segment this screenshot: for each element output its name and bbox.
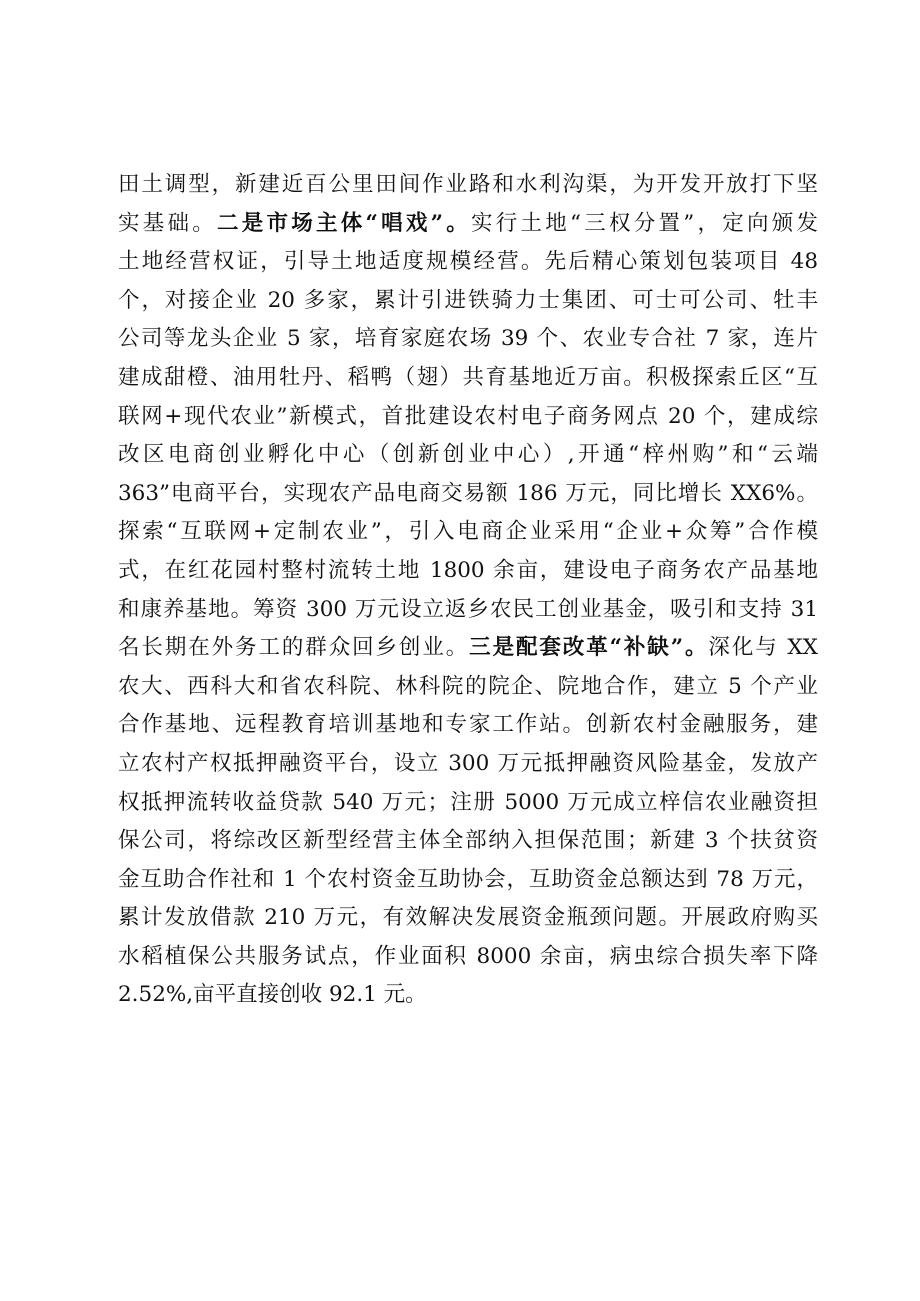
text-run: 深化与 XX bbox=[708, 635, 818, 661]
text-line bbox=[118, 706, 818, 745]
text-line bbox=[118, 784, 818, 823]
text-line bbox=[118, 976, 818, 1015]
text-line bbox=[118, 629, 818, 668]
text-line bbox=[118, 436, 818, 475]
text-line bbox=[118, 552, 818, 591]
text-line bbox=[118, 513, 818, 552]
text-run: 式，在红花园村整村流转土地 1800 余亩，建设电子商务农产品基地 bbox=[118, 557, 818, 583]
text-run: 2.52%,亩平直接创收 92.1 元。 bbox=[118, 982, 427, 1008]
text-run: 累计发放借款 210 万元，有效解决发展资金瓶颈问题。开展政府购买 bbox=[118, 905, 818, 931]
bold-heading-phrase: 三是配套改革“补缺”。 bbox=[469, 635, 709, 661]
text-line bbox=[118, 205, 818, 244]
text-run: 田土调型，新建近百公里田间作业路和水利沟渠，为开发开放打下坚 bbox=[118, 172, 818, 197]
text-run: 改区电商创业孵化中心（创新创业中心）,开通“梓州购”和“云端 bbox=[118, 442, 818, 468]
text-run: 保公司，将综改区新型经营主体全部纳入担保范围；新建 3 个扶贫资 bbox=[118, 828, 818, 854]
text-run: 实基础。 bbox=[118, 210, 218, 236]
text-line bbox=[118, 398, 818, 437]
text-run: 水稻植保公共服务试点，作业面积 8000 余亩，病虫综合损失率下降 bbox=[118, 943, 818, 969]
text-run: 金互助合作社和 1 个农村资金互助协会，互助资金总额达到 78 万元， bbox=[118, 866, 818, 892]
text-line bbox=[118, 861, 818, 900]
text-run: 名长期在外务工的群众回乡创业。 bbox=[118, 635, 470, 661]
text-line bbox=[118, 899, 818, 938]
bold-heading-phrase: 二是市场主体“唱戏”。 bbox=[217, 210, 472, 236]
text-run: 探索“互联网+定制农业”，引入电商企业采用“企业+众筹”合作模 bbox=[118, 519, 818, 545]
text-run: 建成甜橙、油用牡丹、稻鸭（翅）共育基地近万亩。积极探索丘区“互 bbox=[118, 364, 818, 390]
text-line bbox=[118, 668, 818, 707]
text-run: 农大、西科大和省农科院、林科院的院企、院地合作，建立 5 个产业 bbox=[118, 673, 818, 699]
text-line bbox=[118, 359, 818, 398]
text-run: 实行土地“三权分置”，定向颁发 bbox=[471, 210, 819, 236]
text-line bbox=[118, 822, 818, 861]
text-run: 土地经营权证，引导土地适度规模经营。先后精心策划包装项目 48 bbox=[118, 249, 818, 275]
text-line bbox=[118, 320, 818, 359]
text-run: 和康养基地。筹资 300 万元设立返乡农民工创业基金，吸引和支持 31 bbox=[118, 596, 818, 622]
body-paragraph bbox=[118, 166, 818, 1015]
text-line bbox=[118, 243, 818, 282]
text-run: 立农村产权抵押融资平台，设立 300 万元抵押融资风险基金，发放产 bbox=[118, 750, 818, 776]
text-run: 个，对接企业 20 多家，累计引进铁骑力士集团、可士可公司、牡丰 bbox=[118, 287, 818, 313]
text-line bbox=[118, 745, 818, 784]
text-run: 联网+现代农业”新模式，首批建设农村电子商务网点 20 个，建成综 bbox=[118, 403, 818, 429]
text-line bbox=[118, 475, 818, 514]
text-run: 363”电商平台，实现农产品电商交易额 186 万元，同比增长 XX6%。 bbox=[118, 480, 818, 506]
text-run: 权抵押流转收益贷款 540 万元；注册 5000 万元成立梓信农业融资担 bbox=[118, 789, 818, 815]
text-run: 公司等龙头企业 5 家，培育家庭农场 39 个、农业专合社 7 家，连片 bbox=[118, 326, 818, 352]
text-line bbox=[118, 938, 818, 977]
text-line bbox=[118, 166, 818, 205]
text-line bbox=[118, 282, 818, 321]
text-run: 合作基地、远程教育培训基地和专家工作站。创新农村金融服务，建 bbox=[118, 712, 818, 738]
text-line bbox=[118, 591, 818, 630]
